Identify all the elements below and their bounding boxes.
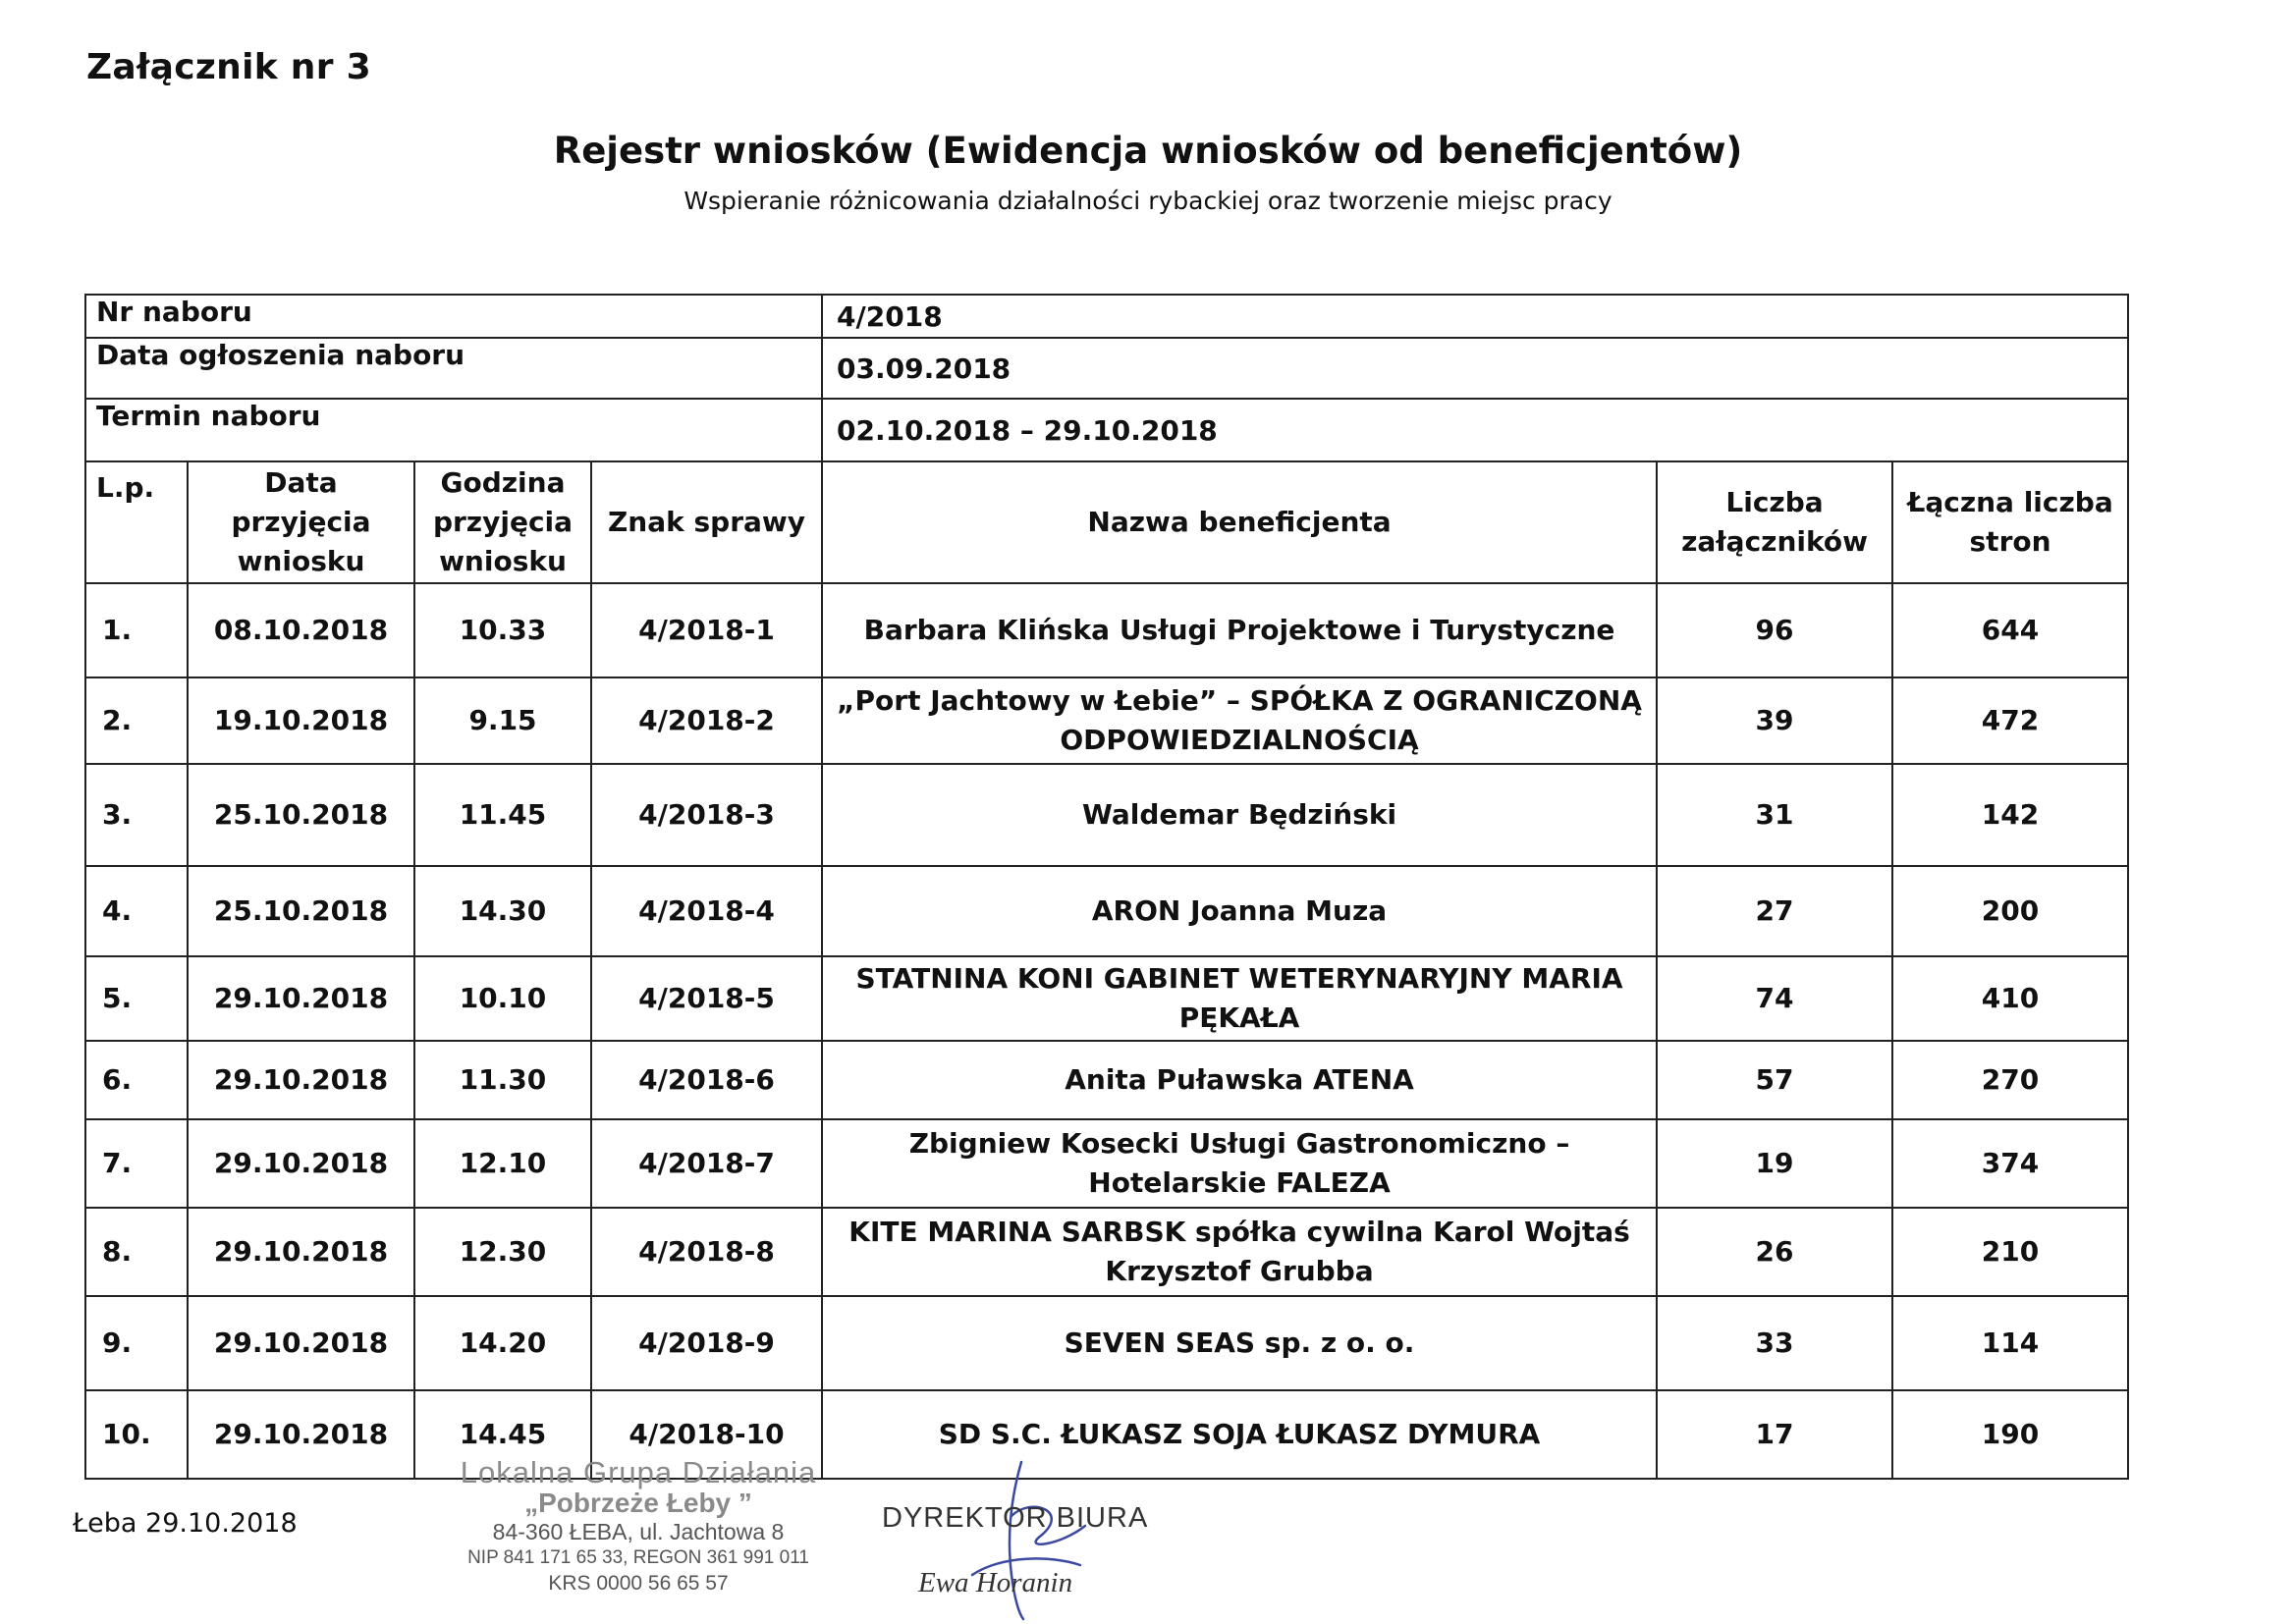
cell-hour: 9.15 xyxy=(414,677,591,764)
cell-name: „Port Jachtowy w Łebie” – SPÓŁKA Z OGRANICZONĄ ODPOWIEDZIALNOŚCIĄ xyxy=(822,677,1657,764)
cell-case: 4/2018-8 xyxy=(591,1208,822,1296)
cell-name: KITE MARINA SARBSK spółka cywilna Karol Wojtaś Krzysztof Grubba xyxy=(822,1208,1657,1296)
table-row xyxy=(85,1041,2128,1119)
cell-case: 4/2018-7 xyxy=(591,1119,822,1208)
cell-pages: 644 xyxy=(1892,583,2128,677)
cell-case: 4/2018-1 xyxy=(591,583,822,677)
organization-stamp xyxy=(432,1457,845,1597)
cell-hour: 11.45 xyxy=(414,764,591,866)
column-header-row xyxy=(85,461,2128,583)
cell-case: 4/2018-6 xyxy=(591,1041,822,1119)
cell-date: 29.10.2018 xyxy=(188,1041,414,1119)
announce-label: Data ogłoszenia naboru xyxy=(85,338,822,399)
announce-value: 03.09.2018 xyxy=(822,338,2128,399)
cell-lp: 6. xyxy=(85,1041,188,1119)
stamp-line-1: Lokalna Grupa Działania xyxy=(460,1455,817,1489)
cell-hour: 11.30 xyxy=(414,1041,591,1119)
cell-pages: 200 xyxy=(1892,866,2128,956)
cell-pages: 270 xyxy=(1892,1041,2128,1119)
table-row xyxy=(85,1208,2128,1296)
header-pages: Łączna liczba stron xyxy=(1892,461,2128,583)
cell-attachments: 33 xyxy=(1657,1296,1892,1390)
nabor-value: 4/2018 xyxy=(822,295,2128,338)
cell-lp: 8. xyxy=(85,1208,188,1296)
cell-name: Zbigniew Kosecki Usługi Gastronomiczno – Hotelarskie FALEZA xyxy=(822,1119,1657,1208)
stamp-line-3: 84-360 ŁEBA, ul. Jachtowa 8 xyxy=(492,1519,785,1544)
cell-attachments: 74 xyxy=(1657,956,1892,1041)
table-row xyxy=(85,956,2128,1041)
cell-lp: 3. xyxy=(85,764,188,866)
document-title: Rejestr wniosków (Ewidencja wniosków od beneficjentów) xyxy=(553,130,1743,172)
cell-date: 25.10.2018 xyxy=(188,866,414,956)
cell-date: 25.10.2018 xyxy=(188,764,414,866)
cell-lp: 1. xyxy=(85,583,188,677)
cell-name: Barbara Klińska Usługi Projektowe i Turystyczne xyxy=(822,583,1657,677)
cell-hour: 12.10 xyxy=(414,1119,591,1208)
cell-case: 4/2018-10 xyxy=(591,1390,822,1479)
cell-date: 29.10.2018 xyxy=(188,956,414,1041)
cell-lp: 9. xyxy=(85,1296,188,1390)
cell-date: 29.10.2018 xyxy=(188,1208,414,1296)
cell-date: 19.10.2018 xyxy=(188,677,414,764)
stamp-line-4: NIP 841 171 65 33, REGON 361 991 011 xyxy=(467,1547,809,1568)
signer-name: Ewa Horanin xyxy=(918,1567,1073,1598)
cell-name: SEVEN SEAS sp. z o. o. xyxy=(822,1296,1657,1390)
nabor-label: Nr naboru xyxy=(85,295,822,338)
term-label: Termin naboru xyxy=(85,399,822,461)
cell-case: 4/2018-9 xyxy=(591,1296,822,1390)
cell-date: 29.10.2018 xyxy=(188,1390,414,1479)
header-attachments: Liczba załączników xyxy=(1657,461,1892,583)
place-date: Łeba 29.10.2018 xyxy=(73,1508,298,1539)
meta-row-term xyxy=(85,399,2128,461)
cell-pages: 210 xyxy=(1892,1208,2128,1296)
meta-row-nabor xyxy=(85,295,2128,338)
annex-label: Załącznik nr 3 xyxy=(86,47,371,87)
cell-case: 4/2018-2 xyxy=(591,677,822,764)
cell-name: Waldemar Będziński xyxy=(822,764,1657,866)
header-name: Nazwa beneficjenta xyxy=(822,461,1657,583)
table-row xyxy=(85,677,2128,764)
cell-attachments: 17 xyxy=(1657,1390,1892,1479)
cell-pages: 114 xyxy=(1892,1296,2128,1390)
cell-case: 4/2018-5 xyxy=(591,956,822,1041)
cell-attachments: 57 xyxy=(1657,1041,1892,1119)
header-date: Data przyjęcia wniosku xyxy=(188,461,414,583)
cell-case: 4/2018-3 xyxy=(591,764,822,866)
cell-case: 4/2018-4 xyxy=(591,866,822,956)
director-title: DYREKTOR BIURA xyxy=(882,1502,1149,1534)
cell-lp: 7. xyxy=(85,1119,188,1208)
cell-hour: 14.30 xyxy=(414,866,591,956)
table-row xyxy=(85,1119,2128,1208)
cell-lp: 5. xyxy=(85,956,188,1041)
cell-pages: 410 xyxy=(1892,956,2128,1041)
cell-attachments: 39 xyxy=(1657,677,1892,764)
table-row xyxy=(85,764,2128,866)
cell-pages: 190 xyxy=(1892,1390,2128,1479)
cell-pages: 142 xyxy=(1892,764,2128,866)
document-subtitle: Wspieranie różnicowania działalności rybackiej oraz tworzenie miejsc pracy xyxy=(683,187,1613,215)
stamp-line-5: KRS 0000 56 65 57 xyxy=(548,1572,729,1595)
register-table xyxy=(84,294,2129,1480)
header-hour: Godzina przyjęcia wniosku xyxy=(414,461,591,583)
cell-name: ARON Joanna Muza xyxy=(822,866,1657,956)
cell-attachments: 31 xyxy=(1657,764,1892,866)
table-row xyxy=(85,866,2128,956)
header-lp: L.p. xyxy=(85,461,188,583)
cell-lp: 2. xyxy=(85,677,188,764)
cell-lp: 10. xyxy=(85,1390,188,1479)
cell-date: 29.10.2018 xyxy=(188,1296,414,1390)
cell-hour: 14.45 xyxy=(414,1390,591,1479)
cell-hour: 10.33 xyxy=(414,583,591,677)
cell-attachments: 19 xyxy=(1657,1119,1892,1208)
cell-hour: 12.30 xyxy=(414,1208,591,1296)
cell-pages: 374 xyxy=(1892,1119,2128,1208)
cell-attachments: 27 xyxy=(1657,866,1892,956)
cell-hour: 14.20 xyxy=(414,1296,591,1390)
cell-date: 08.10.2018 xyxy=(188,583,414,677)
cell-hour: 10.10 xyxy=(414,956,591,1041)
cell-name: STATNINA KONI GABINET WETERYNARYJNY MARIA PĘKAŁA xyxy=(822,956,1657,1041)
term-value: 02.10.2018 – 29.10.2018 xyxy=(822,399,2128,461)
meta-row-announce xyxy=(85,338,2128,399)
cell-name: Anita Puławska ATENA xyxy=(822,1041,1657,1119)
cell-name: SD S.C. ŁUKASZ SOJA ŁUKASZ DYMURA xyxy=(822,1390,1657,1479)
cell-lp: 4. xyxy=(85,866,188,956)
cell-attachments: 96 xyxy=(1657,583,1892,677)
table-row xyxy=(85,1296,2128,1390)
cell-pages: 472 xyxy=(1892,677,2128,764)
header-case: Znak sprawy xyxy=(591,461,822,583)
stamp-line-2: „Pobrzeże Łeby ” xyxy=(524,1488,752,1518)
cell-date: 29.10.2018 xyxy=(188,1119,414,1208)
table-row xyxy=(85,583,2128,677)
cell-attachments: 26 xyxy=(1657,1208,1892,1296)
